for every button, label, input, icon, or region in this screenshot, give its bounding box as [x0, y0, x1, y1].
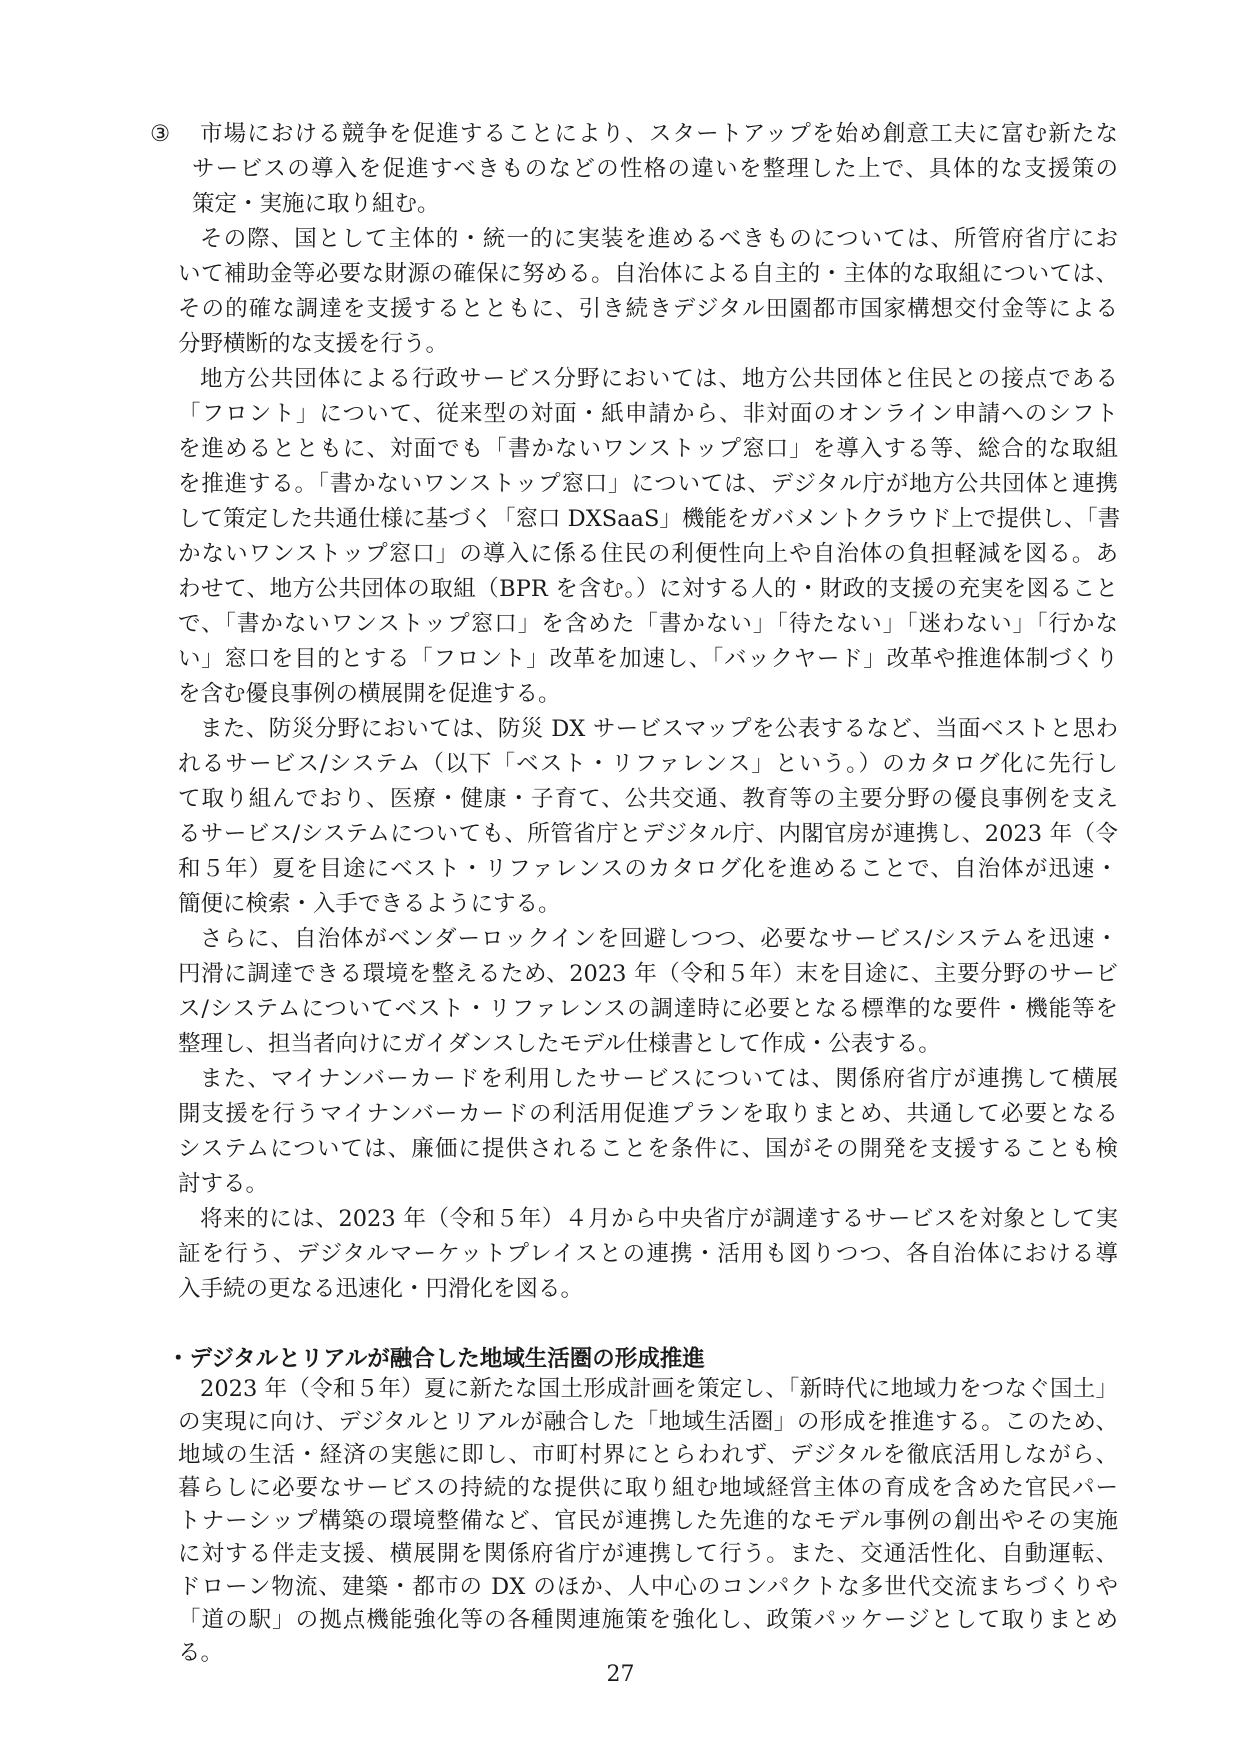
paragraph-line: して策定した共通仕様に基づく「窓口 DXSaaS」機能をガバメントクラウド上で提供し、「書	[178, 506, 1121, 532]
paragraph-line: 和５年）夏を目途にベスト・リファレンスのカタログ化を進めることで、自治体が迅速・	[178, 856, 1118, 882]
paragraph-line: 「道の駅」の拠点機能強化等の各種関連施策を強化し、政策パッケージとして取りまとめ	[178, 1607, 1118, 1633]
paragraph-line: の実現に向け、デジタルとリアルが融合した「地域生活圏」の形成を推進する。このため、	[178, 1409, 1118, 1435]
paragraph-line: また、防災分野においては、防災 DX サービスマップを公表するなど、当面ベストと思わ	[200, 716, 1118, 742]
paragraph-line: ドローン物流、建築・都市の DX のほか、人中心のコンパクトな多世代交流まちづくりや	[178, 1574, 1118, 1600]
paragraph-line: さらに、自治体がベンダーロックインを回避しつつ、必要なサービス/システムを迅速・	[200, 926, 1118, 952]
paragraph-line: 討する。	[178, 1171, 269, 1197]
paragraph-line: 円滑に調達できる環境を整えるため、2023 年（令和５年）末を目途に、主要分野のサービ	[178, 961, 1118, 987]
paragraph-line: 将来的には、2023 年（令和５年）４月から中央省庁が調達するサービスを対象として実	[200, 1206, 1118, 1232]
paragraph-line: に対する伴走支援、横展開を関係府省庁が連携して行う。また、交通活性化、自動運転、	[178, 1541, 1118, 1567]
item-number-marker: ③	[150, 121, 171, 147]
paragraph-line: 整理し、担当者向けにガイダンスしたモデル仕様書として作成・公表する。	[178, 1031, 941, 1057]
paragraph-line: その際、国として主体的・統一的に実装を進めるべきものについては、所管府省庁にお	[200, 226, 1118, 252]
paragraph-line: を進めるとともに、対面でも「書かないワンストップ窓口」を導入する等、総合的な取組	[178, 436, 1118, 462]
paragraph-line: 暮らしに必要なサービスの持続的な提供に取り組む地域経営主体の育成を含めた官民パー	[178, 1475, 1118, 1501]
paragraph-line: るサービス/システムについても、所管省庁とデジタル庁、内閣官房が連携し、2023 年（令	[178, 821, 1118, 847]
paragraph-line: 分野横断的な支援を行う。	[178, 331, 449, 357]
paragraph-line: で、「書かないワンストップ窓口」を含めた「書かない」「待たない」「迷わない」「行かな	[178, 611, 1118, 637]
item-line: サービスの導入を促進すべきものなどの性格の違いを整理した上で、具体的な支援策の	[192, 156, 1118, 182]
paragraph-line: 「フロント」について、従来型の対面・紙申請から、非対面のオンライン申請へのシフト	[178, 401, 1118, 427]
paragraph-line: を含む優良事例の横展開を促進する。	[178, 681, 561, 707]
paragraph-line: 証を行う、デジタルマーケットプレイスとの連携・活用も図りつつ、各自治体における導	[178, 1241, 1118, 1267]
paragraph-line: 入手続の更なる迅速化・円滑化を図る。	[178, 1276, 584, 1302]
paragraph-line: 地域の生活・経済の実態に即し、市町村界にとらわれず、デジタルを徹底活用しながら、	[178, 1442, 1118, 1468]
paragraph-line: ス/システムについてベスト・リファレンスの調達時に必要となる標準的な要件・機能等を	[178, 996, 1118, 1022]
paragraph-line: また、マイナンバーカードを利用したサービスについては、関係府省庁が連携して横展	[200, 1066, 1118, 1092]
paragraph-line: いて補助金等必要な財源の確保に努める。自治体による自主的・主体的な取組については、	[178, 261, 1118, 287]
paragraph-line: 開支援を行うマイナンバーカードの利活用促進プランを取りまとめ、共通して必要となる	[178, 1101, 1118, 1127]
paragraph-line: 地方公共団体による行政サービス分野においては、地方公共団体と住民との接点である	[200, 366, 1118, 392]
paragraph-line: 簡便に検索・入手できるようにする。	[178, 891, 561, 917]
paragraph-line: トナーシップ構築の環境整備など、官民が連携した先進的なモデル事例の創出やその実施	[178, 1508, 1118, 1534]
paragraph-line: わせて、地方公共団体の取組（BPR を含む。）に対する人的・財政的支援の充実を図ること	[178, 576, 1118, 602]
paragraph-line: て取り組んでおり、医療・健康・子育て、公共交通、教育等の主要分野の優良事例を支え	[178, 786, 1118, 812]
item-line: 市場における競争を促進することにより、スタートアップを始め創意工夫に富む新たな	[200, 121, 1118, 147]
paragraph-line: その的確な調達を支援するとともに、引き続きデジタル田園都市国家構想交付金等による	[178, 296, 1118, 322]
paragraph-line: い」窓口を目的とする「フロント」改革を加速し、「バックヤード」改革や推進体制づくり	[178, 646, 1118, 672]
paragraph-line: 2023 年（令和５年）夏に新たな国土形成計画を策定し、「新時代に地域力をつなぐ国土」	[200, 1376, 1118, 1402]
paragraph-line: れるサービス/システム（以下「ベスト・リファレンス」という。）のカタログ化に先行し	[178, 751, 1118, 777]
paragraph-line: を推進する。「書かないワンストップ窓口」については、デジタル庁が地方公共団体と連携	[178, 471, 1118, 497]
section-heading: ・デジタルとリアルが融合した地域生活圏の形成推進	[167, 1346, 705, 1372]
page-number: 27	[606, 1662, 635, 1687]
paragraph-line: る。	[178, 1640, 224, 1666]
paragraph-line: かないワンストップ窓口」の導入に係る住民の利便性向上や自治体の負担軽減を図る。あ	[178, 541, 1118, 567]
paragraph-line: システムについては、廉価に提供されることを条件に、国がその開発を支援することも検	[178, 1136, 1118, 1162]
item-line: 策定・実施に取り組む。	[192, 191, 440, 217]
